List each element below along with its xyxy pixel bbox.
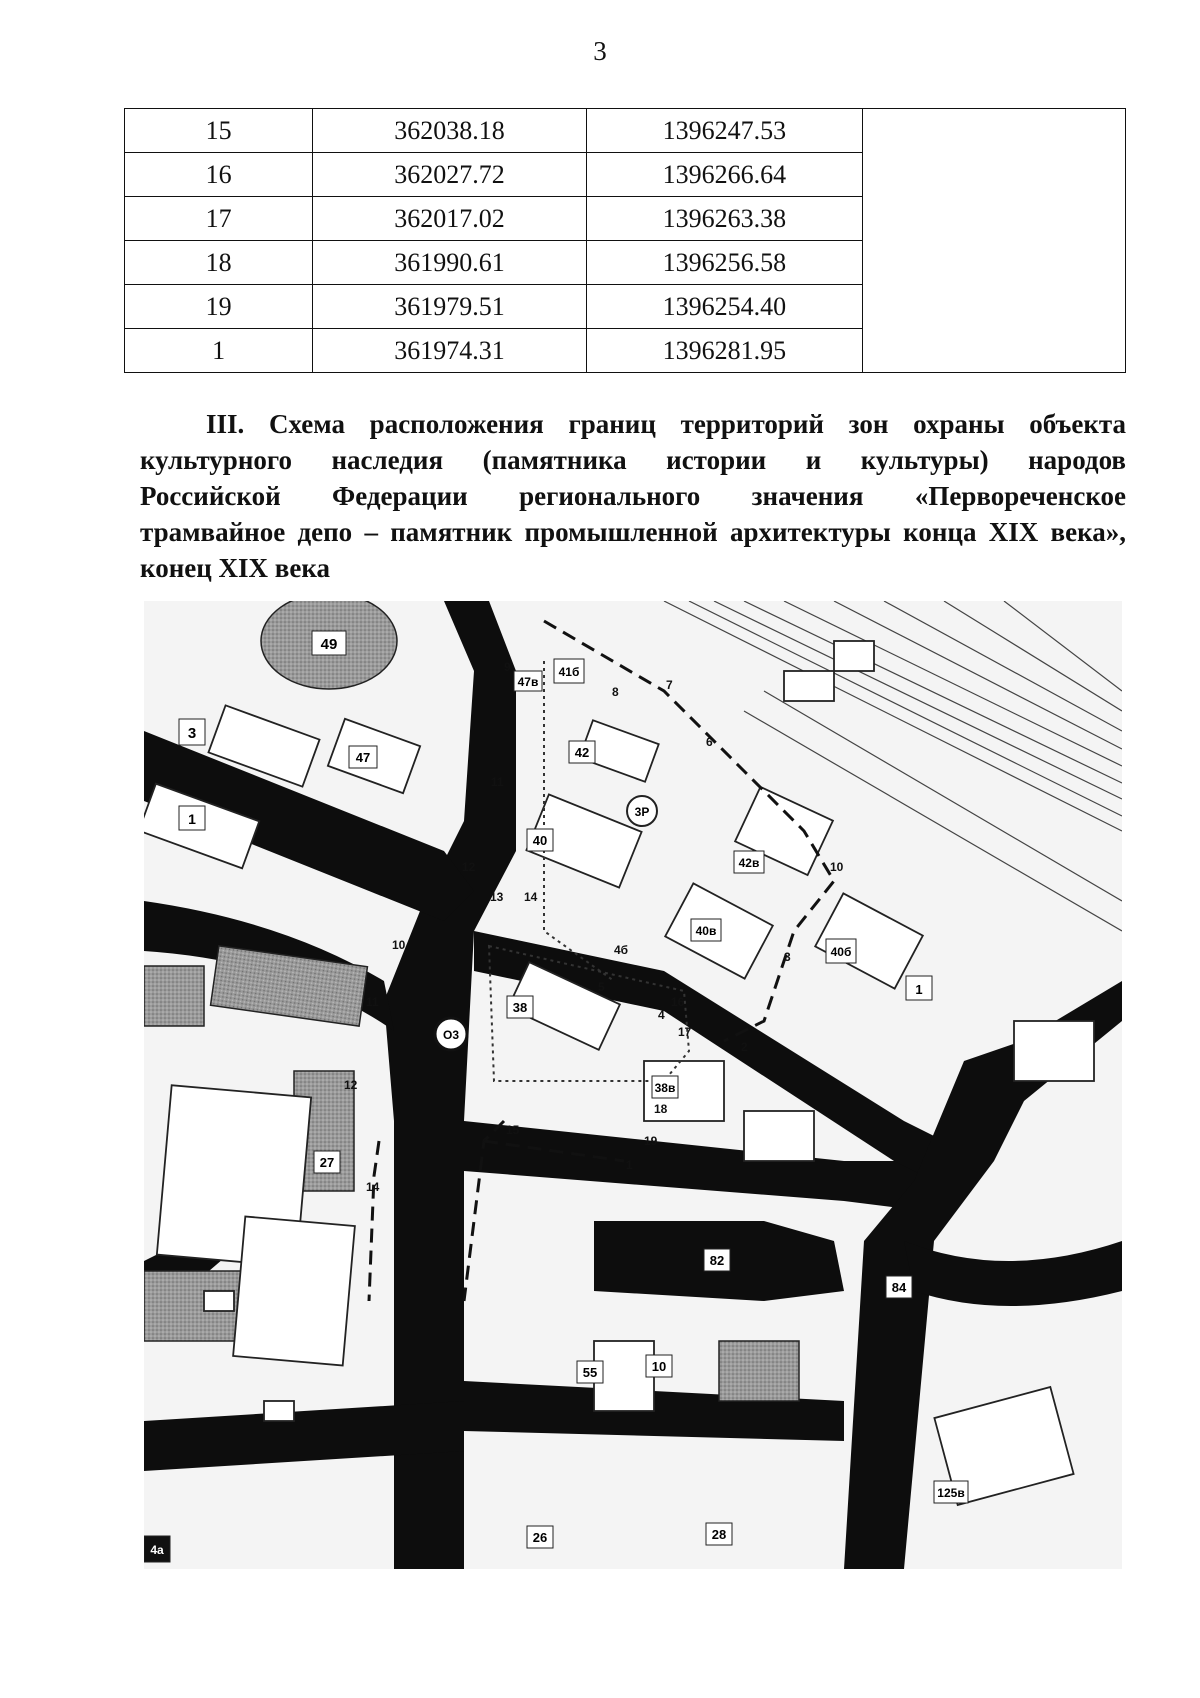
building-number: 42в xyxy=(738,856,760,870)
x-cell: 362017.02 xyxy=(313,197,586,241)
y-cell: 1396256.58 xyxy=(586,241,862,285)
table-row xyxy=(125,109,1126,153)
point-cell: 1 xyxy=(125,329,313,373)
building-number: О3 xyxy=(442,1028,460,1042)
building-number: 125в xyxy=(937,1486,965,1500)
point-number: 15 xyxy=(506,1123,520,1137)
page-number: 3 xyxy=(593,36,607,66)
building-number: 1 xyxy=(915,982,923,997)
heading-line: Российской Федерации регионального значения «Первореченское xyxy=(140,481,1126,511)
building-number: 55 xyxy=(582,1365,598,1380)
building-number: 49 xyxy=(320,636,338,653)
y-cell: 1396281.95 xyxy=(586,329,862,373)
point-number: 6 xyxy=(706,735,713,749)
y-cell: 1396266.64 xyxy=(586,153,862,197)
building-number: 41б xyxy=(558,665,580,679)
building-number: 26 xyxy=(532,1530,548,1545)
building-number: 38в xyxy=(654,1081,676,1095)
point-number: 9 xyxy=(504,660,511,674)
point-number: 16 xyxy=(671,995,685,1009)
coordinates-table xyxy=(124,108,1126,373)
point-number: 10 xyxy=(392,938,406,952)
point-cell: 17 xyxy=(125,197,313,241)
point-number: 12 xyxy=(344,1078,358,1092)
point-number: 13 xyxy=(490,890,504,904)
point-number: 12 xyxy=(462,860,476,874)
point-number: 18 xyxy=(654,1102,668,1116)
point-number: 14 xyxy=(366,1180,380,1194)
y-cell: 1396263.38 xyxy=(586,197,862,241)
building-number: 28 xyxy=(711,1527,727,1542)
heading-line: конец XIX века xyxy=(140,553,331,583)
x-cell: 362038.18 xyxy=(313,109,586,153)
building-number: 1 xyxy=(188,811,196,827)
point-number: 14 xyxy=(524,890,538,904)
point-cell: 15 xyxy=(125,109,313,153)
building-number: 84 xyxy=(891,1280,907,1295)
x-cell: 361979.51 xyxy=(313,285,586,329)
building-number: 47в xyxy=(517,675,539,689)
building-number: 40в xyxy=(695,924,717,938)
y-cell: 1396254.40 xyxy=(586,285,862,329)
point-number: 11 xyxy=(491,775,504,789)
zone-boundary-map xyxy=(144,601,1122,1569)
building-number: 82 xyxy=(709,1253,725,1268)
empty-merged-cell xyxy=(863,109,1126,373)
building-number: 3Р xyxy=(634,805,650,819)
point-number: 2 xyxy=(741,1040,748,1054)
point-cell: 19 xyxy=(125,285,313,329)
point-number: 7 xyxy=(666,678,673,692)
building-number: 40б xyxy=(830,945,852,959)
building-number: 10 xyxy=(651,1359,667,1374)
point-cell: 16 xyxy=(125,153,313,197)
building-number: 47 xyxy=(355,750,371,765)
point-number: 10 xyxy=(830,860,844,874)
heading-line: III. Схема расположения границ территорий зон охраны объекта xyxy=(206,409,1126,439)
point-number: 3 xyxy=(784,950,791,964)
x-cell: 361990.61 xyxy=(313,241,586,285)
point-number: 19 xyxy=(644,1134,658,1148)
building-number: 3 xyxy=(187,725,197,742)
building-number: 40 xyxy=(532,833,548,848)
point-number: 4б xyxy=(614,943,629,957)
building-number: 4а xyxy=(150,1543,164,1557)
building-number: 38 xyxy=(512,1000,528,1015)
point-number: 1 xyxy=(626,1158,633,1172)
building-number: 42 xyxy=(574,745,590,760)
point-number: 5 xyxy=(598,980,605,994)
point-number: 11 xyxy=(366,995,379,1009)
point-number: 4 xyxy=(658,1008,665,1022)
heading-line: культурного наследия (памятника истории и культуры) народов xyxy=(140,445,1126,475)
point-number: 8 xyxy=(612,685,619,699)
x-cell: 361974.31 xyxy=(313,329,586,373)
x-cell: 362027.72 xyxy=(313,153,586,197)
point-cell: 18 xyxy=(125,241,313,285)
point-number: 17 xyxy=(678,1025,692,1039)
section-heading xyxy=(140,406,1126,586)
building-number: 27 xyxy=(319,1155,335,1170)
heading-line: трамвайное депо – памятник промышленной архитектуры конца XIX века», xyxy=(140,517,1126,547)
y-cell: 1396247.53 xyxy=(586,109,862,153)
map-canvas xyxy=(144,601,1122,1569)
